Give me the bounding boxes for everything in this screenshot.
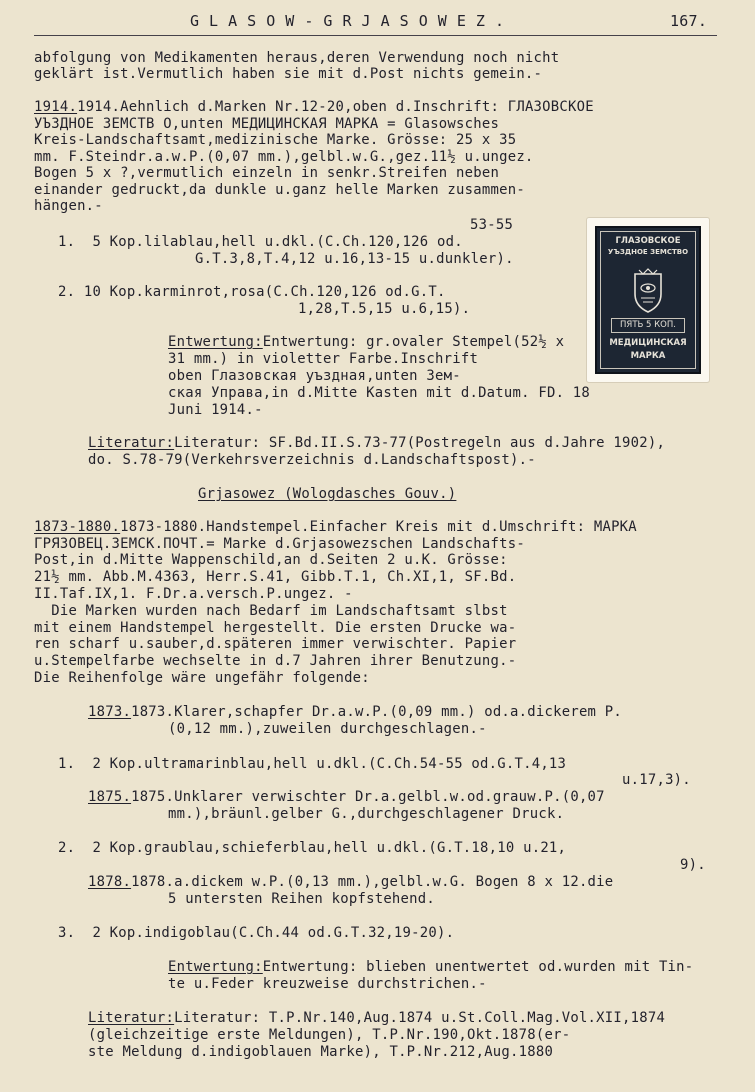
text-line: Kreis-Landschaftsamt,medizinische Marke. Grösse: 25 x 35 — [34, 132, 517, 148]
text-line: geklärt ist.Vermutlich haben sie mit d.Post nichts gemein.- — [34, 66, 543, 82]
section-heading: Grjasowez (Wologdasches Gouv.) — [198, 486, 457, 502]
list-item: 3. 2 Kop.indigoblau(C.Ch.44 od.G.T.32,19-20). — [58, 925, 455, 941]
figure-numbers: 53-55 — [470, 217, 514, 233]
literatur-line: Literatur:Literatur: T.P.Nr.140,Aug.1874 u.St.Coll.Mag.Vol.XII,1874 — [88, 1010, 666, 1026]
header-rule — [34, 35, 717, 36]
text-line: Die Reihenfolge wäre ungefähr folgende: — [34, 670, 370, 686]
text-line: oben Глазовская уъздная,unten Зем- — [168, 368, 461, 384]
text-line: 21½ mm. Abb.M.4363, Herr.S.41, Gibb.T.1, Ch.XI,1, SF.Bd. — [34, 569, 517, 585]
entwertung-line: Entwertung:Entwertung: gr.ovaler Stempel(52½ x — [168, 334, 565, 350]
running-header: G L A S O W - G R J A S O W E Z . — [190, 12, 505, 30]
text-line: (0,12 mm.),zuweilen durchgeschlagen.- — [168, 721, 487, 737]
list-item-cont: u.17,3). — [622, 772, 691, 788]
text-line: abfolgung von Medikamenten heraus,deren Verwendung noch nicht — [34, 50, 560, 66]
literatur-line: Literatur:Literatur: SF.Bd.II.S.73-77(Postregeln aus d.Jahre 1902), — [88, 435, 666, 451]
literatur-label: Literatur: — [88, 435, 175, 451]
literatur-label: Literatur: — [88, 1010, 175, 1026]
text-line: mm. F.Steindr.a.w.P.(0,07 mm.),gelbl.w.G.,gez.11½ u.ungez. — [34, 149, 534, 165]
list-item-cont: 9). — [680, 857, 706, 873]
list-item: 1. 2 Kop.ultramarinblau,hell u.dkl.(C.Ch.54-55 od.G.T.4,13 — [58, 756, 567, 772]
year-1873: 1873. — [88, 704, 132, 720]
text-line: 5 untersten Reihen kopfstehend. — [168, 891, 435, 907]
stamp-text-bottom: МАРКА — [630, 351, 666, 361]
text-line: mm.),bräunl.gelber G.,durchgeschlagener Druck. — [168, 806, 565, 822]
stamp-design — [595, 226, 701, 374]
list-item: 2. 10 Kop.karminrot,rosa(C.Ch.120,126 od.G.T. — [58, 284, 446, 300]
entwertung-line: Entwertung:Entwertung: blieben unentwertet od.wurden mit Tin- — [168, 959, 694, 975]
list-item: 2. 2 Kop.graublau,schieferblau,hell u.dkl.(G.T.18,10 u.21, — [58, 840, 567, 856]
entry-1873-1880-line: 1873-1880.1873-1880.Handstempel.Einfacher Kreis mit d.Umschrift: МАРКА — [34, 519, 637, 535]
text-line: (gleichzeitige erste Meldungen), T.P.Nr.190,Okt.1878(er- — [88, 1027, 571, 1043]
entry-1875-line: 1875.1875.Unklarer verwischter Dr.a.gelbl.w.od.grauw.P.(0,07 — [88, 789, 605, 805]
text-line: ская Управа,in d.Mitte Kasten mit d.Datum. FD. 18 — [168, 385, 591, 401]
stamp-text-top: ГЛАЗОВСКОЕ — [615, 236, 681, 246]
entry-1914-line: 1914.1914.Aehnlich d.Marken Nr.12-20,oben d.Inschrift: ГЛАЗОВСКОЕ — [34, 99, 594, 115]
text-line: ste Meldung d.indigoblauen Marke), T.P.Nr.212,Aug.1880 — [88, 1044, 554, 1060]
text-line: II.Taf.IX,1. F.Dr.a.versch.P.ungez. - — [34, 586, 353, 602]
entwertung-label: Entwertung: — [168, 334, 263, 350]
list-item-cont: G.T.3,8,T.4,12 u.16,13-15 u.dunkler). — [195, 251, 514, 267]
stamp-value: ПЯТЬ 5 КОП. — [611, 318, 685, 333]
text-line: Juni 1914.- — [168, 402, 263, 418]
text-line: Bogen 5 x ?,vermutlich einzeln in senkr.Streifen neben — [34, 165, 500, 181]
stamp-image — [587, 218, 709, 382]
year-1873-1880: 1873-1880. — [34, 519, 121, 535]
text-line: ГРЯЗОВЕЦ.ЗЕМСК.ПОЧТ.= Marke d.Grjasowezschen Landschafts- — [34, 536, 525, 552]
list-item-cont: 1,28,T.5,15 u.6,15). — [298, 301, 471, 317]
text-line: hängen.- — [34, 198, 103, 214]
text-line: ren scharf u.sauber,d.späteren immer verwischter. Papier — [34, 636, 517, 652]
text-line: mit einem Handstempel hergestellt. Die ersten Drucke wa- — [34, 620, 517, 636]
text-line: Post,in d.Mitte Wappenschild,an d.Seiten 2 u.K. Grösse: — [34, 552, 508, 568]
entry-1878-line: 1878.1878.a.dickem w.P.(0,13 mm.),gelbl.w.G. Bogen 8 x 12.die — [88, 874, 614, 890]
year-1914: 1914. — [34, 99, 78, 115]
text-line: te u.Feder kreuzweise durchstrichen.- — [168, 976, 487, 992]
text-line: u.Stempelfarbe wechselte in d.7 Jahren ihrer Benutzung.- — [34, 653, 517, 669]
entry-1873-line: 1873.1873.Klarer,schapfer Dr.a.w.P.(0,09 mm.) od.a.dickerem P. — [88, 704, 623, 720]
year-1878: 1878. — [88, 874, 132, 890]
stamp-text-top: УЪЗДНОЕ ЗЕМСТВО — [607, 248, 689, 256]
text-line: do. S.78-79(Verkehrsverzeichnis d.Landschaftspost).- — [88, 452, 536, 468]
text-line: einander gedruckt,da dunkle u.ganz helle Marken zusammen- — [34, 182, 525, 198]
text-line: Die Marken wurden nach Bedarf im Landschaftsamt slbst — [34, 603, 508, 619]
entwertung-label: Entwertung: — [168, 959, 263, 975]
stamp-text-bottom: МЕДИЦИНСКАЯ — [609, 338, 687, 348]
coat-of-arms-icon — [629, 268, 667, 314]
year-1875: 1875. — [88, 789, 132, 805]
list-item: 1. 5 Kop.lilablau,hell u.dkl.(C.Ch.120,126 od. — [58, 234, 463, 250]
page-number: 167. — [670, 12, 708, 30]
text-line: 31 mm.) in violetter Farbe.Inschrift — [168, 351, 479, 367]
text-line: УЪЗДНОЕ ЗЕМСТВ О,unten МЕДИЦИНСКАЯ МАРКА = Glasowsches — [34, 116, 500, 132]
